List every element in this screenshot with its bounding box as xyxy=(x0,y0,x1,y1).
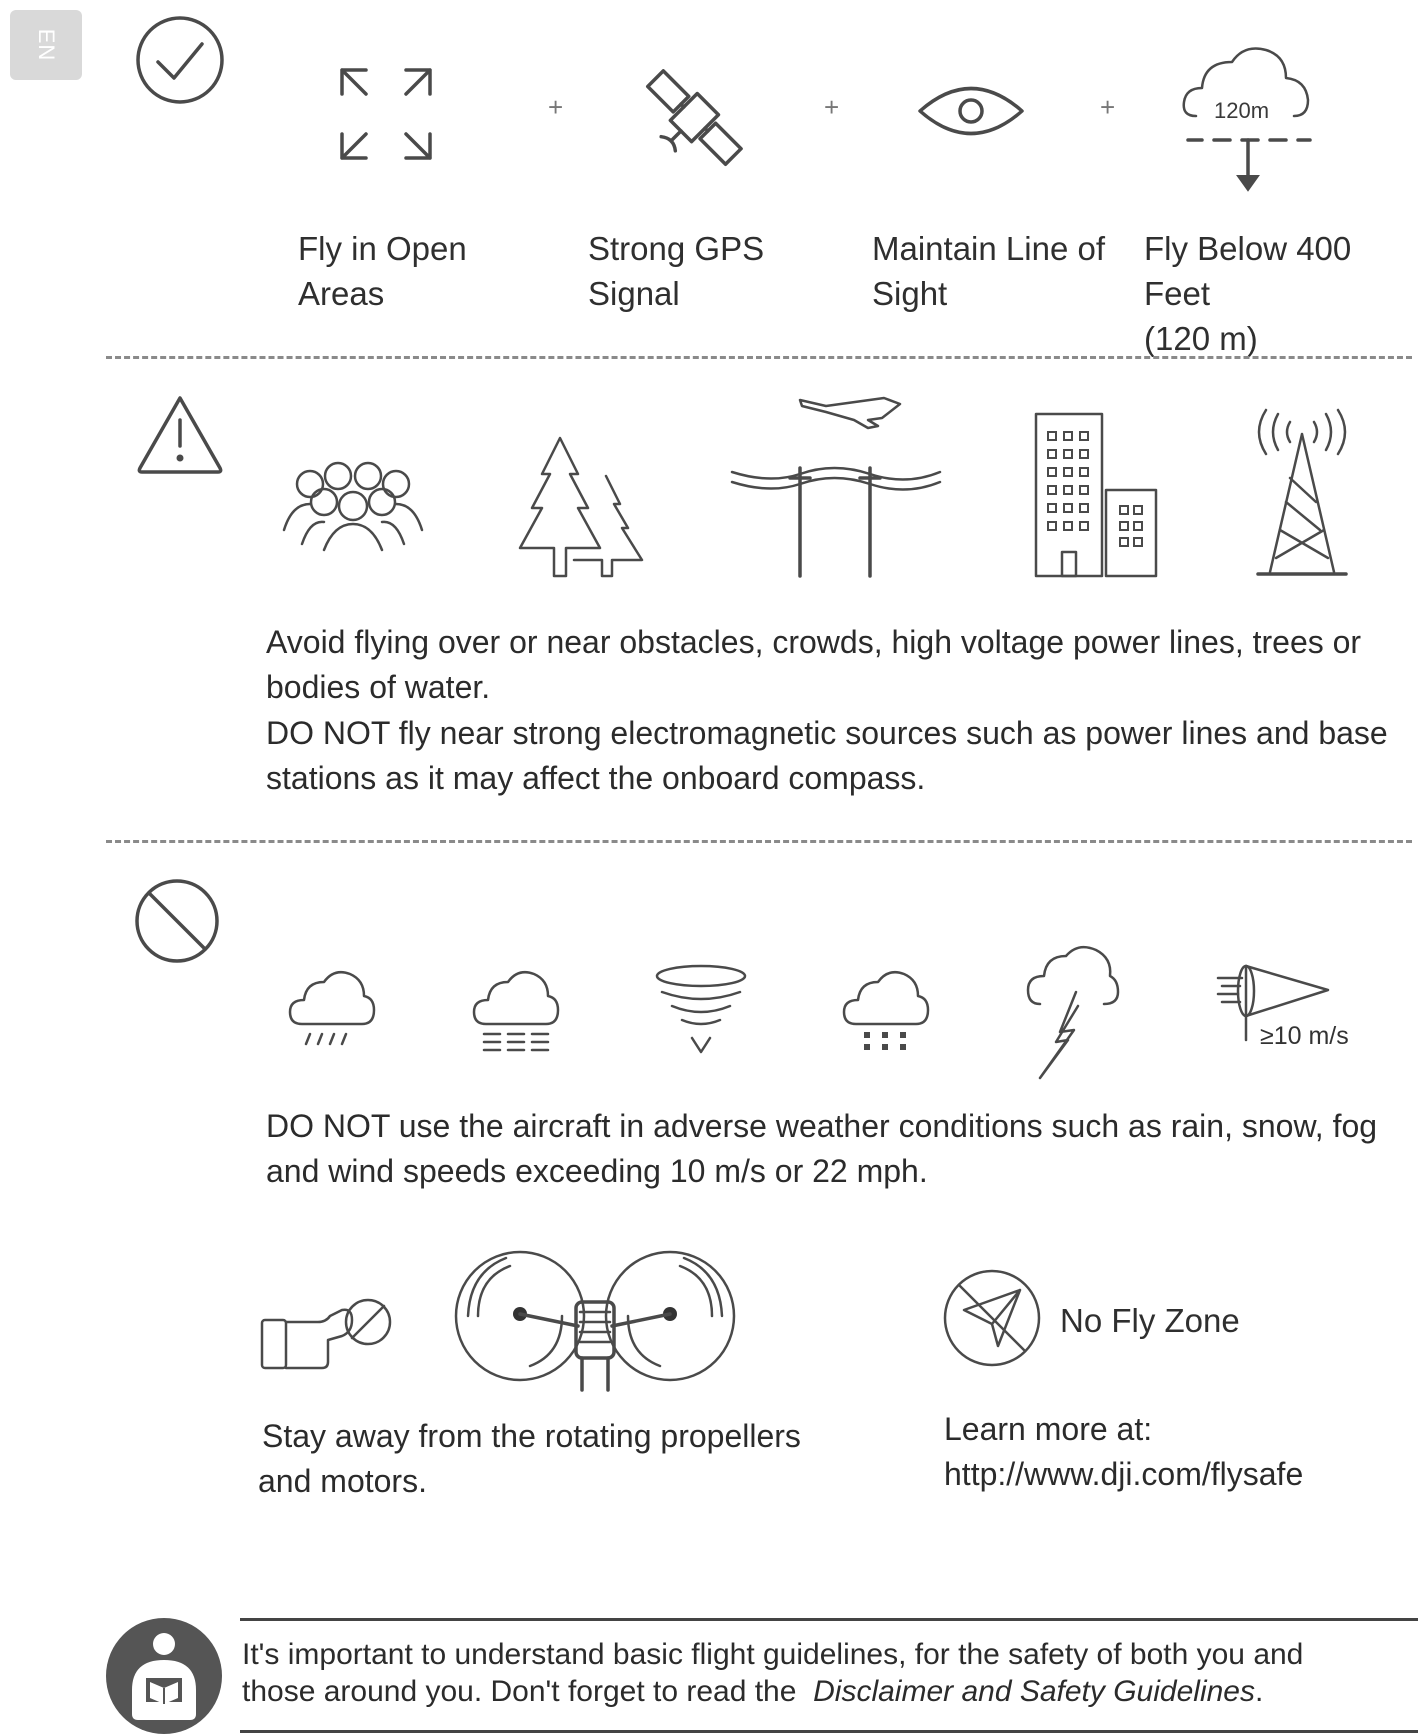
label-line-of-sight xyxy=(872,226,1105,316)
footer-note xyxy=(242,1636,1303,1710)
caution-paragraph-1-line1: Avoid flying over or near obstacles, crowds, high voltage power lines, trees or xyxy=(266,624,1362,660)
plus-sign-3: + xyxy=(1100,92,1116,122)
label-altitude-line2: (120 m) xyxy=(1144,320,1258,357)
caution-paragraph-2 xyxy=(266,711,1388,801)
power-lines-airplane-icon xyxy=(730,392,942,580)
hand-warning-icon xyxy=(260,1292,396,1372)
propeller-warning-line2: and motors. xyxy=(258,1463,427,1499)
flysafe-link[interactable]: http://www.dji.com/flysafe xyxy=(944,1456,1304,1492)
footer-note-line1: It's important to understand basic flight guidelines, for the safety of both you and xyxy=(242,1638,1304,1671)
drone-propellers-icon xyxy=(452,1248,738,1394)
weather-paragraph xyxy=(266,1104,1377,1194)
hail-icon xyxy=(842,964,930,1054)
reading-person-icon xyxy=(106,1614,222,1734)
weather-paragraph-line2: and wind speeds exceeding 10 m/s or 22 mph. xyxy=(266,1153,928,1189)
label-altitude-line1: Fly Below 400 Feet xyxy=(1144,230,1352,312)
label-gps-line2: Signal xyxy=(588,275,680,312)
label-open-areas xyxy=(298,226,467,316)
label-altitude xyxy=(1144,226,1418,361)
language-tab-label: EN xyxy=(34,28,59,62)
label-open-areas-line2: Areas xyxy=(298,275,385,312)
no-fly-zone-icon xyxy=(942,1268,1042,1368)
open-area-icon xyxy=(338,66,434,162)
wind-speed-label: ≥10 m/s xyxy=(1260,1022,1349,1050)
lightning-icon xyxy=(1026,944,1120,1082)
caution-paragraph-1 xyxy=(266,620,1361,710)
tornado-icon xyxy=(654,962,748,1058)
cloud-altitude-label: 120m xyxy=(1214,98,1270,123)
rain-icon xyxy=(288,964,376,1054)
footer-rule-bottom xyxy=(240,1730,1418,1733)
propeller-warning-line1: Stay away from the rotating propellers xyxy=(262,1418,801,1454)
plus-sign-1: + xyxy=(548,92,564,122)
footer-note-line2-prefix: those around you. Don't forget to read the xyxy=(242,1675,797,1708)
footer-note-line2 xyxy=(242,1673,1303,1710)
divider-2 xyxy=(106,840,1412,843)
trees-icon xyxy=(516,436,644,578)
label-open-areas-line1: Fly in Open xyxy=(298,230,467,267)
no-fly-zone-label: No Fly Zone xyxy=(1060,1302,1240,1339)
label-line-of-sight-line1: Maintain Line of xyxy=(872,230,1105,267)
radio-tower-icon xyxy=(1250,408,1354,580)
label-gps xyxy=(588,226,764,316)
label-gps-line1: Strong GPS xyxy=(588,230,765,267)
propeller-warning-text xyxy=(258,1414,801,1504)
caution-paragraph-1-line2: bodies of water. xyxy=(266,669,491,705)
learn-more-label: Learn more at: xyxy=(944,1411,1153,1447)
warning-triangle-icon xyxy=(134,392,226,476)
footer-note-line2-suffix: . xyxy=(1254,1675,1264,1708)
crowd-icon xyxy=(282,460,424,552)
disclaimer-guidelines-title: Disclaimer and Safety Guidelines xyxy=(813,1675,1255,1708)
satellite-icon xyxy=(628,54,758,184)
caution-paragraph-2-line2: stations as it may affect the onboard compass. xyxy=(266,760,926,796)
prohibited-sign-icon xyxy=(132,876,222,966)
plus-sign-2: + xyxy=(824,92,840,122)
eye-icon xyxy=(916,80,1026,142)
check-circle-icon xyxy=(134,14,226,106)
buildings-icon xyxy=(1034,412,1158,578)
weather-paragraph-line1: DO NOT use the aircraft in adverse weather conditions such as rain, snow, fog xyxy=(266,1108,1378,1144)
language-tab xyxy=(10,10,82,80)
learn-more-text xyxy=(944,1407,1303,1497)
caution-paragraph-2-line1: DO NOT fly near strong electromagnetic sources such as power lines and base xyxy=(266,715,1388,751)
snow-icon xyxy=(472,964,560,1054)
divider-1 xyxy=(106,356,1412,359)
footer-rule-top xyxy=(240,1618,1418,1621)
label-line-of-sight-line2: Sight xyxy=(872,275,948,312)
